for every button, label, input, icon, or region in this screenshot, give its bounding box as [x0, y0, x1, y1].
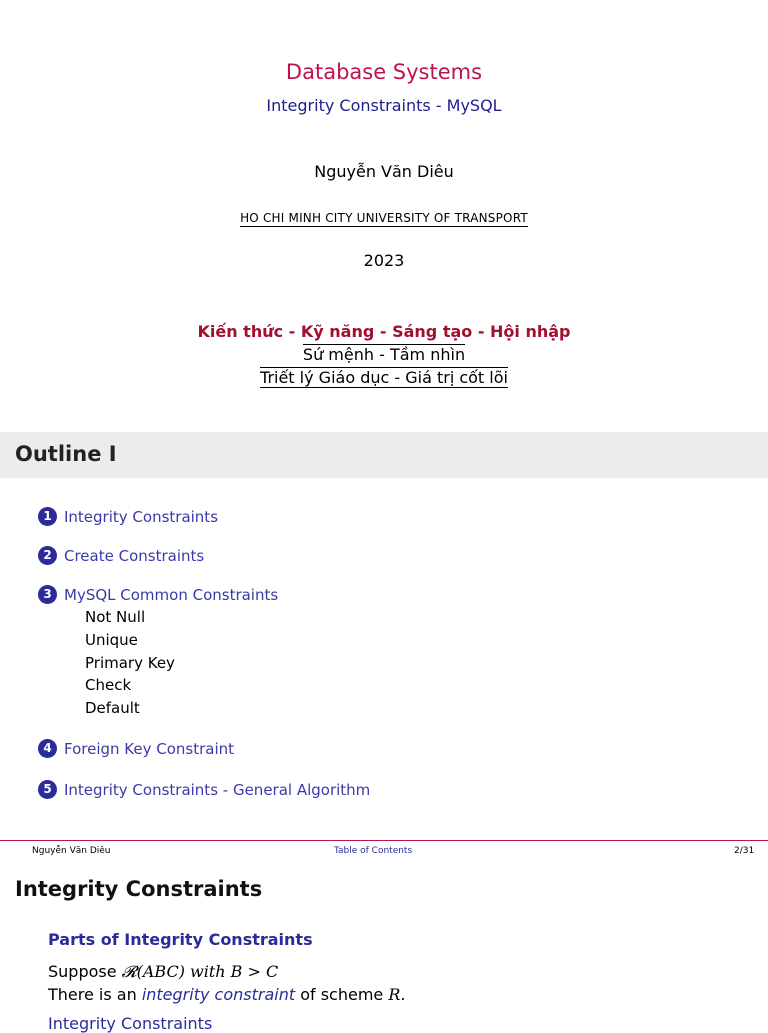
motto-line-3-text: Triết lý Giáo dục - Giá trị cốt lõi	[260, 368, 508, 387]
toc-subitem-default[interactable]: Default	[85, 699, 140, 717]
outline-header	[0, 432, 768, 478]
toc-label-5: Integrity Constraints - General Algorithm	[64, 780, 371, 799]
year: 2023	[363, 251, 405, 270]
slide-heading: Integrity Constraints	[15, 877, 263, 901]
footer-divider	[0, 840, 768, 841]
toc-label-4: Foreign Key Constraint	[64, 739, 235, 758]
outline-heading: Outline I	[15, 442, 117, 466]
motto-line-1: Kiến thức - Kỹ năng - Sáng tạo - Hội nhập	[197, 322, 571, 341]
footer-section[interactable]: Table of Contents	[334, 846, 413, 856]
body-line-2-prefix: There is an	[48, 985, 142, 1004]
body-line-2	[48, 985, 405, 1004]
motto-line-2	[0, 345, 768, 364]
toc-number-5: 5	[38, 780, 57, 799]
body-line-2-emphasis: integrity constraint	[141, 985, 296, 1004]
toc-number-4: 4	[38, 739, 57, 758]
body-line-2-math: R.	[388, 985, 406, 1004]
toc-item-2[interactable]	[38, 546, 204, 565]
toc-label-3: MySQL Common Constraints	[64, 585, 279, 604]
body-line-1-math: 𝓡(ABC) with B > C	[121, 962, 279, 981]
block-title: Parts of Integrity Constraints	[48, 930, 313, 949]
toc-subitem-check[interactable]: Check	[85, 676, 132, 694]
institute-name: HO CHI MINH CITY UNIVERSITY OF TRANSPORT	[240, 211, 528, 225]
toc-number-1: 1	[38, 507, 57, 526]
author-name: Nguyễn Văn Diêu	[314, 162, 454, 181]
motto-line-3	[0, 368, 768, 387]
institute	[0, 207, 768, 226]
body-line-3: Integrity Constraints	[48, 1014, 213, 1033]
toc-number-3: 3	[38, 585, 57, 604]
footer-page-number: 2/31	[734, 846, 755, 856]
toc-subitem-primary-key[interactable]: Primary Key	[85, 654, 175, 672]
toc-item-3[interactable]	[38, 585, 278, 604]
toc-item-1[interactable]	[38, 507, 218, 526]
motto-line-2-text: Sứ mệnh - Tầm nhìn	[302, 345, 466, 364]
footer-author: Nguyễn Văn Diêu	[32, 846, 111, 856]
presentation-subtitle: Integrity Constraints - MySQL	[266, 96, 502, 115]
body-line-2-suffix: of scheme	[295, 985, 389, 1004]
toc-subitem-not-null[interactable]: Not Null	[85, 608, 146, 626]
toc-item-5[interactable]	[38, 780, 370, 799]
presentation-title: Database Systems	[285, 60, 483, 84]
toc-label-1: Integrity Constraints	[64, 507, 219, 526]
body-line-1	[48, 962, 278, 982]
toc-label-2: Create Constraints	[64, 546, 205, 565]
toc-subitem-unique[interactable]: Unique	[85, 631, 138, 649]
toc-number-2: 2	[38, 546, 57, 565]
toc-item-4[interactable]	[38, 739, 234, 758]
body-line-1-prefix: Suppose	[48, 962, 122, 981]
